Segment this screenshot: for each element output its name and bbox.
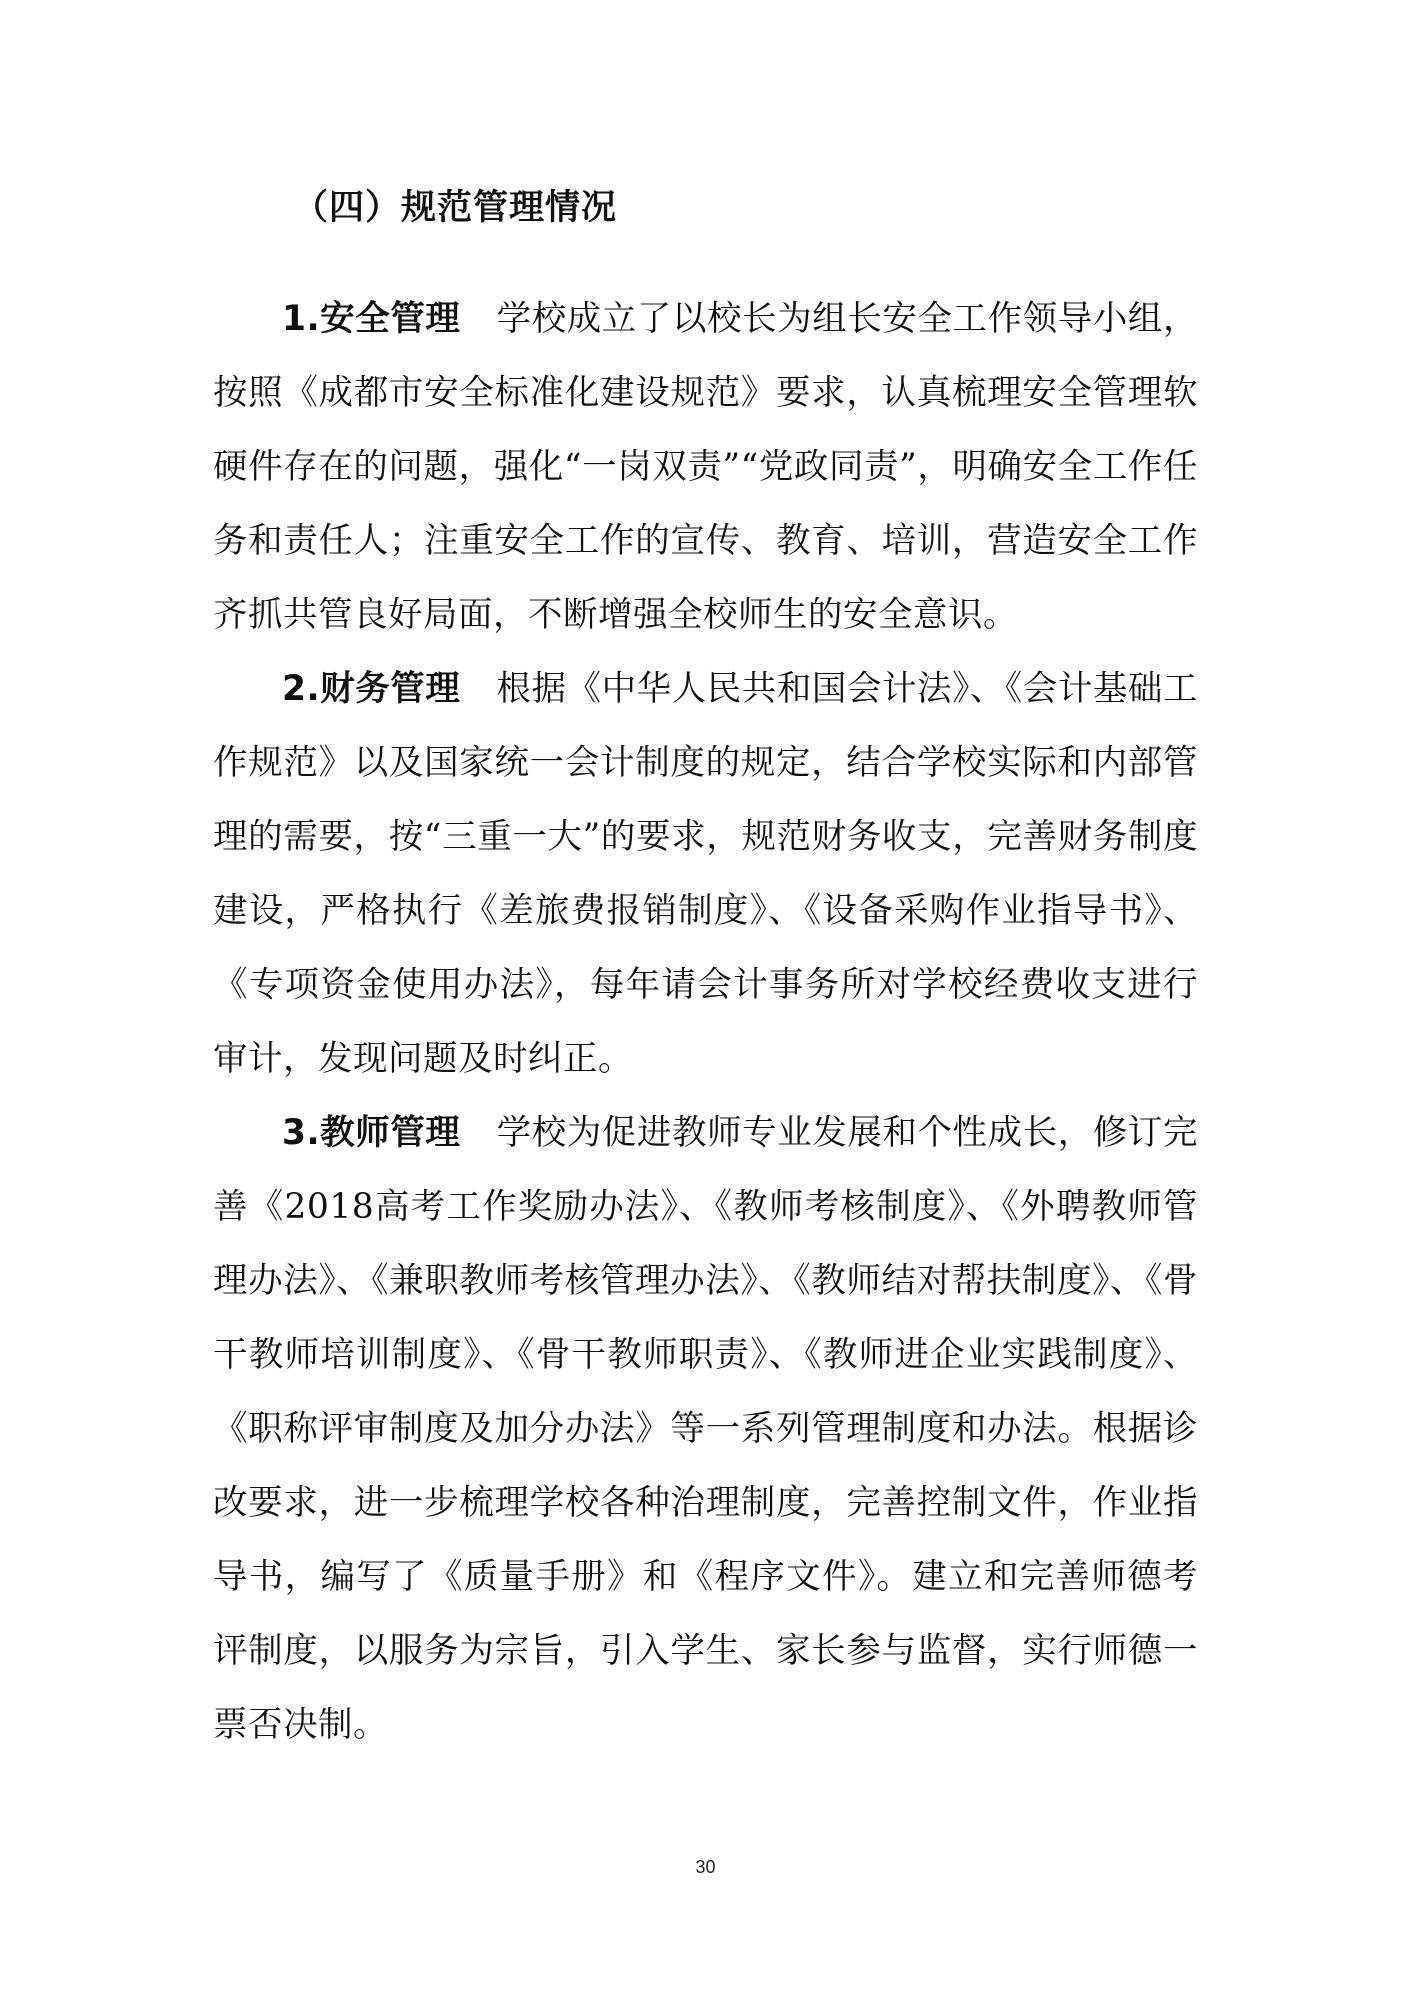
paragraph-label: 1.安全管理 [282, 299, 461, 339]
section-heading: （四）规范管理情况 [293, 188, 618, 228]
paragraph-safety-management [213, 282, 1198, 652]
paragraph-text: 学校为促进教师专业发展和个性成长，修订完善《2018高考工作奖励办法》、《教师考核制度》、《外聘教师管理办法》、《兼职教师考核管理办法》、《教师结对帮扶制度》、《骨干教师培训制度》、《骨干教师职责》、《教师进企业实践制度》、《职称评审制度及加分办法》等一系列管理制度和办法。根据诊改要求，进一步梳理学校各种治理制度，完善控制文件，作业指导书，编写了《质量手册》和《程序文件》。建立和完善师德考评制度，以服务为宗旨，引入学生、家长参与监督，实行师德一票否决制。 [213, 1113, 1198, 1745]
page-number: 30 [695, 1857, 716, 1877]
paragraph-label: 3.教师管理 [282, 1113, 461, 1153]
body-text [213, 282, 1198, 1762]
paragraph-finance-management [213, 652, 1198, 1096]
paragraph-text: 根据《中华人民共和国会计法》、《会计基础工作规范》以及国家统一会计制度的规定，结合学校实际和内部管理的需要，按“三重一大”的要求，规范财务收支，完善财务制度建设，严格执行《差旅费报销制度》、《设备采购作业指导书》、《专项资金使用办法》，每年请会计事务所对学校经费收支进行审计，发现问题及时纠正。 [213, 669, 1198, 1079]
paragraph-label: 2.财务管理 [282, 669, 461, 709]
paragraph-text: 学校成立了以校长为组长安全工作领导小组，按照《成都市安全标准化建设规范》要求，认真梳理安全管理软硬件存在的问题，强化“一岗双责”“党政同责”，明确安全工作任务和责任人；注重安全工作的宣传、教育、培训，营造安全工作齐抓共管良好局面，不断增强全校师生的安全意识。 [213, 299, 1198, 635]
paragraph-teacher-management [213, 1096, 1198, 1762]
